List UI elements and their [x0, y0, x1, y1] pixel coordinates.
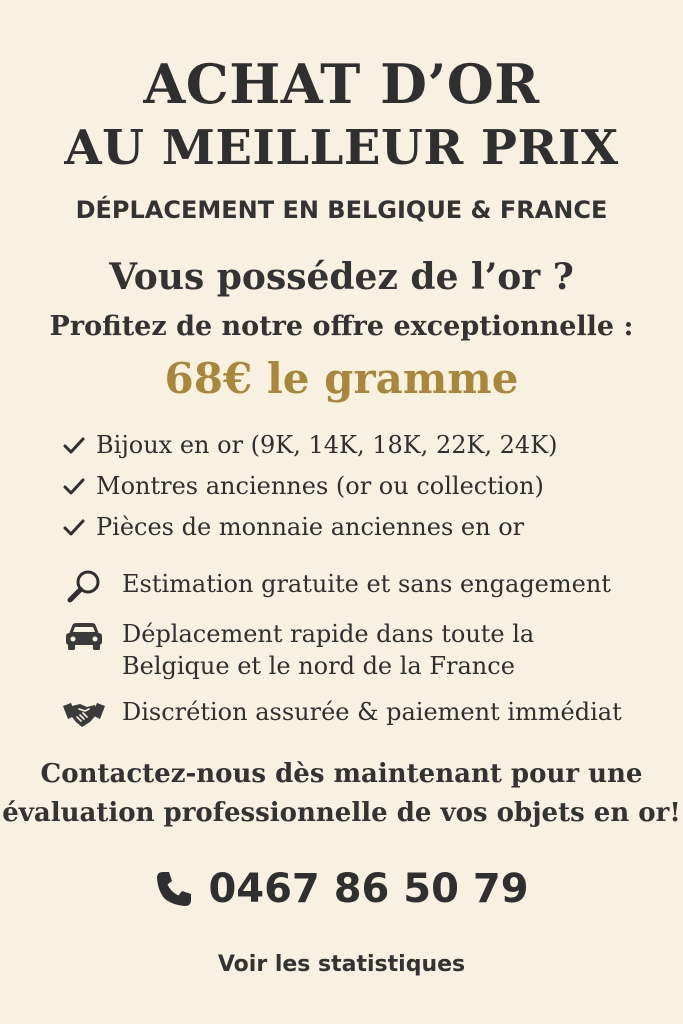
magnifier-icon: [62, 568, 106, 604]
contact-text-line2: évaluation professionnelle de vos objets en or!: [2, 798, 681, 828]
accepted-items-list: [62, 424, 558, 547]
feature-text-line: Belgique et le nord de la France: [122, 652, 515, 680]
list-item-label: Montres anciennes (or ou collection): [96, 471, 544, 500]
phone-number[interactable]: 0467 86 50 79: [208, 866, 529, 912]
offer-question: Vous possédez de l’or ?: [109, 256, 574, 298]
feature-text-line: Discrétion assurée & paiement immédiat: [122, 698, 622, 726]
list-item-label: Pièces de monnaie anciennes en or: [96, 512, 525, 541]
check-icon: [62, 433, 86, 457]
feature-discretion-payment: [62, 696, 622, 732]
feature-free-estimate: [62, 568, 611, 604]
list-item: [62, 506, 558, 547]
handshake-icon: [62, 696, 106, 732]
check-icon: [62, 515, 86, 539]
list-item: [62, 465, 558, 506]
feature-text-line: Déplacement rapide dans toute la: [122, 620, 535, 648]
feature-fast-travel: [62, 618, 534, 682]
list-item: [62, 424, 558, 465]
feature-text-line: Estimation gratuite et sans engagement: [122, 570, 611, 598]
contact-text-line1: Contactez-nous dès maintenant pour une: [40, 759, 643, 789]
car-icon: [62, 618, 106, 654]
view-statistics-link[interactable]: Voir les statistiques: [217, 952, 466, 977]
list-item-label: Bijoux en or (9K, 14K, 18K, 22K, 24K): [96, 430, 558, 459]
price-highlight: 68€ le gramme: [164, 354, 519, 403]
check-icon: [62, 474, 86, 498]
phone-number-block[interactable]: [0, 866, 683, 912]
offer-intro: Profitez de notre offre exceptionnelle :: [49, 311, 634, 342]
page-subtitle: DÉPLACEMENT EN BELGIQUE & FRANCE: [75, 196, 608, 224]
page-title-line2: AU MEILLEUR PRIX: [64, 120, 619, 176]
page-title-line1: ACHAT D’OR: [143, 52, 540, 116]
phone-icon: [154, 869, 194, 909]
